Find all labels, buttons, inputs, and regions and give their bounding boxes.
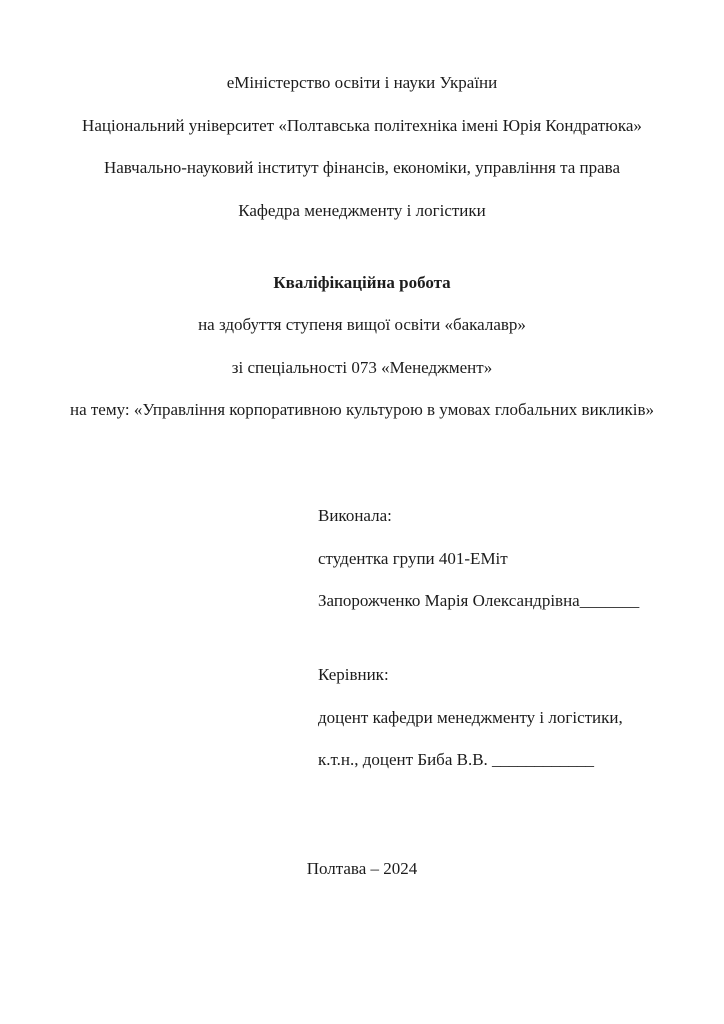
department-line: Кафедра менеджменту і логістики (238, 200, 486, 220)
city-year-line: Полтава – 2024 (306, 859, 418, 878)
supervisor-name-line: к.т.н., доцент Биба В.В. ____________ (318, 750, 595, 769)
supervisor-block (58, 659, 666, 776)
header-block (58, 67, 666, 227)
degree-line: на здобуття ступеня вищої освіти «бакалавр» (198, 315, 526, 334)
specialty-line: зі спеціальності 073 «Менеджмент» (231, 357, 493, 377)
supervisor-position-line: доцент кафедри менеджменту і логістики, (318, 707, 623, 727)
work-title: Кваліфікаційна робота (273, 272, 451, 292)
author-name-line: Запорожченко Марія Олександрівна_______ (318, 591, 640, 610)
supervisor-label: Керівник: (318, 665, 389, 684)
author-block (58, 500, 666, 617)
topic-line: на тему: «Управління корпоративною культурою в умовах глобальних викликів» (69, 400, 655, 419)
author-group-line: студентка групи 401-ЕМіт (318, 548, 508, 568)
ministry-line: еМіністерство освіти і науки України (226, 73, 498, 92)
author-label: Виконала: (318, 506, 392, 525)
title-block (58, 267, 666, 427)
footer-block (58, 853, 666, 885)
university-line: Національний університет «Полтавська політехніка імені Юрія Кондратюка» (82, 115, 642, 135)
institute-line: Навчально-науковий інститут фінансів, економіки, управління та права (103, 158, 621, 177)
